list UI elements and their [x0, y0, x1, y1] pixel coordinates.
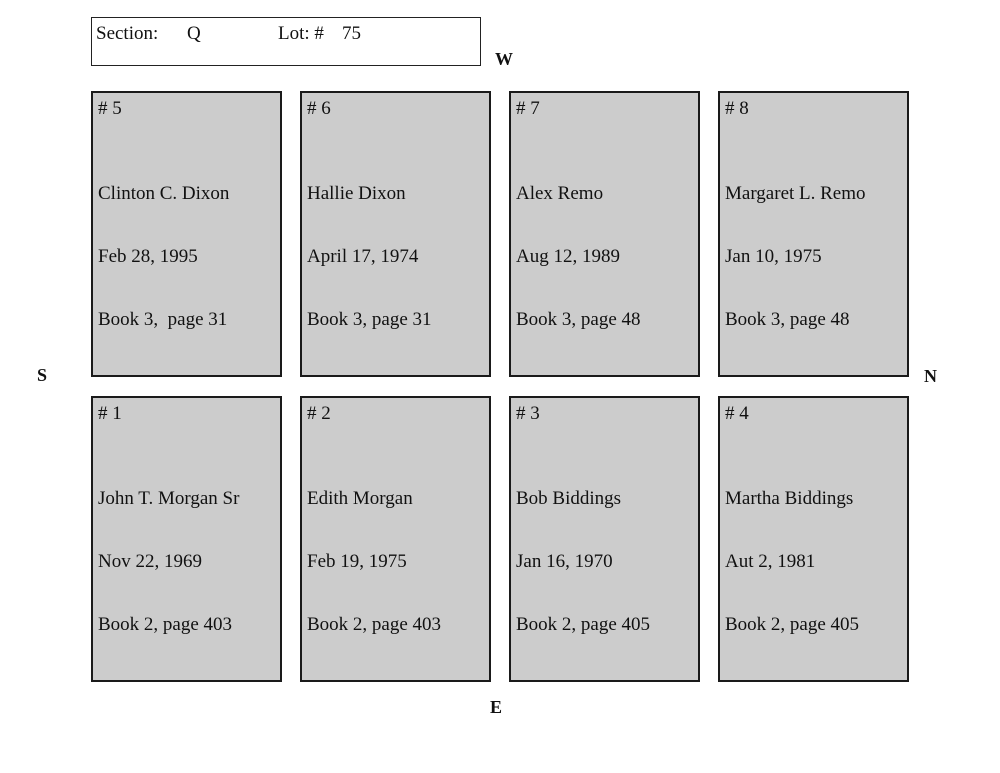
plot-number: # 4	[725, 403, 749, 424]
compass-south-label: S	[37, 365, 48, 385]
plot-name: Hallie Dixon	[307, 183, 406, 204]
plot-date: Aut 2, 1981	[725, 551, 816, 572]
plot-name: Clinton C. Dixon	[98, 183, 230, 204]
plot-book: Book 3, page 31	[307, 309, 432, 330]
plot-date: Nov 22, 1969	[98, 551, 202, 572]
plot-number: # 3	[516, 403, 540, 424]
plot-book: Book 3, page 48	[516, 309, 641, 330]
plot-2	[300, 396, 491, 682]
plot-number: # 8	[725, 98, 749, 119]
plot-book: Book 3, page 48	[725, 309, 850, 330]
plot-date: Feb 28, 1995	[98, 246, 198, 267]
plot-name: Edith Morgan	[307, 488, 413, 509]
plot-4	[718, 396, 909, 682]
plot-book: Book 2, page 405	[516, 614, 651, 635]
plot-number: # 6	[307, 98, 331, 119]
plot-name: John T. Morgan Sr	[98, 488, 240, 509]
plot-1	[91, 396, 282, 682]
plot-date: April 17, 1974	[307, 246, 419, 267]
plot-number: # 7	[516, 98, 540, 119]
plot-book: Book 2, page 403	[98, 614, 233, 635]
plot-number: # 5	[98, 98, 122, 119]
plot-name: Martha Biddings	[725, 488, 854, 509]
plot-date: Aug 12, 1989	[516, 246, 620, 267]
plot-name: Bob Biddings	[516, 488, 622, 509]
plot-6	[300, 91, 491, 377]
plot-date: Jan 10, 1975	[725, 246, 822, 267]
plot-8	[718, 91, 909, 377]
plot-date: Jan 16, 1970	[516, 551, 613, 572]
plot-book: Book 2, page 403	[307, 614, 442, 635]
plot-name: Margaret L. Remo	[725, 183, 866, 204]
plot-7	[509, 91, 700, 377]
compass-east-label: E	[490, 697, 503, 717]
plot-book: Book 2, page 405	[725, 614, 860, 635]
plot-date: Feb 19, 1975	[307, 551, 407, 572]
plot-book: Book 3, page 31	[98, 309, 228, 330]
plot-5	[91, 91, 282, 377]
plot-number: # 2	[307, 403, 331, 424]
section-lot-header	[91, 17, 481, 66]
plot-name: Alex Remo	[516, 183, 604, 204]
plot-number: # 1	[98, 403, 122, 424]
lot-value: 75	[342, 23, 361, 44]
section-label: Section:	[96, 23, 159, 44]
section-value: Q	[187, 23, 201, 44]
compass-west-label: W	[495, 49, 513, 69]
plot-3	[509, 396, 700, 682]
compass-north-label: N	[924, 366, 937, 386]
lot-label: Lot: #	[278, 23, 324, 44]
